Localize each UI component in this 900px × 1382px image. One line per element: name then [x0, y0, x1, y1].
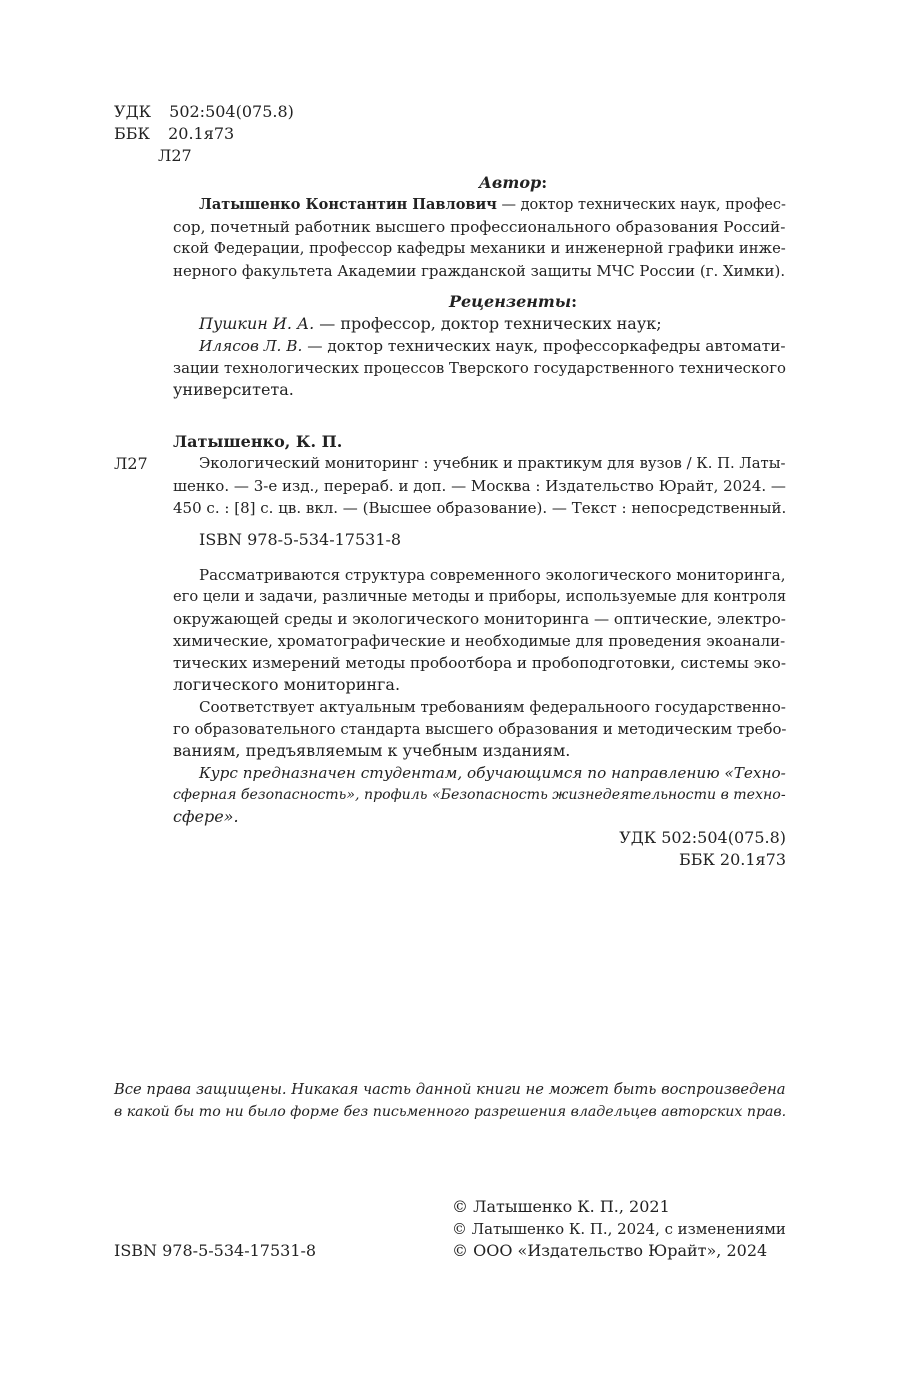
- copyright-line-3: © ООО «Издательство Юрайт», 2024: [452, 1241, 768, 1260]
- udk-right: УДК 502:504(075.8): [619, 828, 786, 847]
- annotation-p2-line-3: ваниям, предъявляемым к учебным изданиям.: [173, 741, 571, 760]
- author-heading: Автор:: [478, 173, 548, 192]
- udk-label: УДК: [114, 102, 151, 121]
- author-mark: Л27: [158, 146, 192, 165]
- rights-line-1: Все права защищены. Никакая часть данной книги не может быть воспроизведена: [114, 1081, 786, 1098]
- bbk-label: ББК: [114, 124, 150, 143]
- bbk-right: ББК 20.1я73: [678, 850, 786, 869]
- biblio-line-1: Экологический мониторинг : учебник и практикум для вузов / К. П. Латы-: [199, 455, 786, 472]
- annotation-p3-line-1: Курс предназначен студентам, обучающимся по направлению «Техно-: [199, 764, 786, 782]
- biblio-line-2: шенко. — 3-е изд., перераб. и доп. — Москва : Издательство Юрайт, 2024. —: [173, 477, 786, 495]
- copyright-isbn: ISBN 978-5-534-17531-8: [114, 1241, 317, 1260]
- annotation-p1-line-6: логического мониторинга.: [173, 675, 401, 694]
- biblio-isbn: ISBN 978-5-534-17531-8: [199, 530, 402, 549]
- copyright-line-2: © Латышенко К. П., 2024, с изменениями: [452, 1220, 786, 1238]
- annotation-p2-line-1: Соответствует актуальным требованиям федеральноого государственно-: [199, 698, 786, 716]
- annotation-p3-line-2: сферная безопасность», профиль «Безопасность жизнедеятельности в техно-: [173, 787, 786, 803]
- udk-value: 502:504(075.8): [169, 102, 294, 121]
- author-line-3: ской Федерации, профессор кафедры механики и инженерной графики инже-: [173, 240, 786, 257]
- reviewers-heading: Рецензенты:: [448, 292, 578, 311]
- annotation-p1-line-2: его цели и задачи, различные методы и приборы, используемые для контроля: [173, 588, 787, 605]
- biblio-author-heading: Латышенко, К. П.: [173, 432, 343, 451]
- bbk-value: 20.1я73: [168, 124, 235, 143]
- biblio-line-3: 450 с. : [8] с. цв. вкл. — (Высшее образование). — Текст : непосредственный.: [173, 499, 787, 517]
- reviewer-2-name: Илясов Л. В.: [199, 337, 303, 355]
- annotation-p1-line-3: окружающей среды и экологического мониторинга — оптические, электро-: [173, 610, 786, 628]
- copyright-line-1: © Латышенко К. П., 2021: [452, 1197, 670, 1216]
- author-name: Латышенко Константин Павлович: [199, 196, 497, 213]
- annotation-p1-line-5: тических измерений методы пробоотбора и пробоподготовки, системы эко-: [173, 654, 786, 672]
- udk-line: [114, 101, 294, 123]
- biblio-mark: Л27: [114, 454, 148, 473]
- annotation-p3-line-3: сфере».: [173, 807, 239, 826]
- annotation-p1-line-4: химические, хроматографические и необходимые для проведения экоанали-: [173, 632, 786, 650]
- reviewer-2-line-3: университета.: [173, 380, 294, 399]
- rights-line-2: в какой бы то ни было форме без письменного разрешения владельцев авторских прав.: [114, 1104, 787, 1120]
- reviewer-1: Пушкин И. А. — профессор, доктор технических наук;: [199, 314, 662, 333]
- bbk-line: [114, 123, 234, 145]
- author-line-1: Латышенко Константин Павлович — доктор технических наук, профес-: [199, 196, 786, 213]
- reviewer-2-line-1: Илясов Л. В. — доктор технических наук, профессоркафедры автомати-: [199, 337, 786, 355]
- reviewer-2-line-2: зации технологических процессов Тверского государственного технического: [173, 359, 786, 377]
- reviewer-1-name: Пушкин И. А.: [199, 314, 315, 333]
- author-line-2: сор, почетный работник высшего профессионального образования Россий-: [173, 218, 786, 236]
- annotation-p1-line-1: Рассматриваются структура современного экологического мониторинга,: [199, 566, 786, 584]
- author-line-4: нерного факультета Академии гражданской защиты МЧС России (г. Химки).: [173, 262, 786, 280]
- annotation-p2-line-2: го образовательного стандарта высшего образования и методическим требо-: [173, 720, 787, 738]
